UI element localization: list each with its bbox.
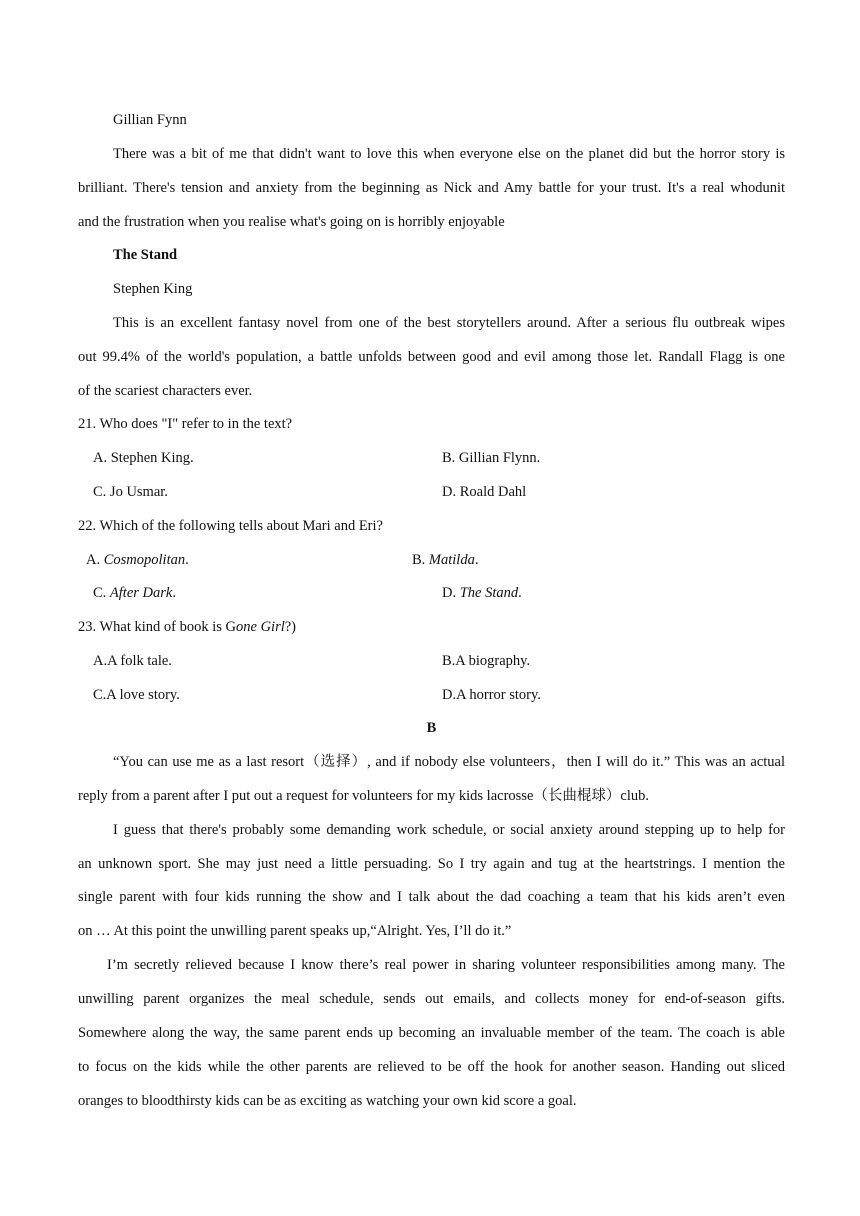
section-heading: B <box>426 720 437 736</box>
passage-line: an unknown sport. She may just need a little persuading. So I try again and tug at the heartstrings. I mention the <box>78 856 785 872</box>
question-stem: 23. What kind of book is Gone Girl?) <box>78 619 297 635</box>
review-text-line: out 99.4% of the world's population, a battle unfolds between good and evil among those let. Randall Flagg is one <box>78 349 785 365</box>
option-a: A. Stephen King. <box>93 450 194 466</box>
option-a: A. Cosmopolitan. <box>86 552 189 568</box>
passage-line: I guess that there's probably some demanding work schedule, or social anxiety around stepping up to help for <box>113 822 785 838</box>
passage-line: I’m secretly relieved because I know there’s real power in sharing volunteer responsibilities among many. The <box>107 957 785 973</box>
passage-line: “You can use me as a last resort（选择）, and if nobody else volunteers，then I will do it.” This was an actual <box>113 754 785 770</box>
option-a: A.A folk tale. <box>93 653 172 669</box>
option-c: C. After Dark. <box>93 585 176 601</box>
review-author: Gillian Fynn <box>113 112 187 128</box>
review-text-line: and the frustration when you realise what's going on is horribly enjoyable <box>78 214 505 230</box>
review-text-line: There was a bit of me that didn't want to love this when everyone else on the planet did but the horror story is <box>113 146 785 162</box>
option-b: B.A biography. <box>442 653 531 669</box>
passage-line: to focus on the kids while the other parents are relieved to be off the hook for another season. Handing out sliced <box>78 1059 785 1075</box>
option-c: C.A love story. <box>93 687 180 703</box>
option-c: C. Jo Usmar. <box>93 484 168 500</box>
review-text-line: of the scariest characters ever. <box>78 383 253 399</box>
passage-line: oranges to bloodthirsty kids can be as exciting as watching your own kid score a goal. <box>78 1093 577 1109</box>
passage-line: Somewhere along the way, the same parent ends up becoming an invaluable member of the team. The coach is able <box>78 1025 785 1041</box>
option-d: D.A horror story. <box>442 687 541 703</box>
option-d: D. The Stand. <box>442 585 522 601</box>
passage-line: on … At this point the unwilling parent speaks up,“Alright. Yes, I’ll do it.” <box>78 923 512 939</box>
passage-line: unwilling parent organizes the meal schedule, sends out emails, and collects money for end-of-season gifts. <box>78 991 785 1007</box>
option-d: D. Roald Dahl <box>442 484 527 500</box>
passage-line: single parent with four kids running the show and I talk about the dad coaching a team that his kids aren’t even <box>78 889 785 905</box>
review-text-line: brilliant. There's tension and anxiety from the beginning as Nick and Amy battle for your trust. It's a real whodunit <box>78 180 785 196</box>
question-stem: 22. Which of the following tells about Mari and Eri? <box>78 518 383 534</box>
option-b: B. Gillian Flynn. <box>442 450 541 466</box>
passage-line: reply from a parent after I put out a request for volunteers for my kids lacrosse（长曲棍球）club. <box>78 788 649 804</box>
question-stem: 21. Who does "I" refer to in the text? <box>78 416 293 432</box>
review-text-line: This is an excellent fantasy novel from one of the best storytellers around. After a serious flu outbreak wipes <box>113 315 785 331</box>
review-author: Stephen King <box>113 281 193 297</box>
option-b: B. Matilda. <box>412 552 479 568</box>
book-title: The Stand <box>113 247 178 263</box>
